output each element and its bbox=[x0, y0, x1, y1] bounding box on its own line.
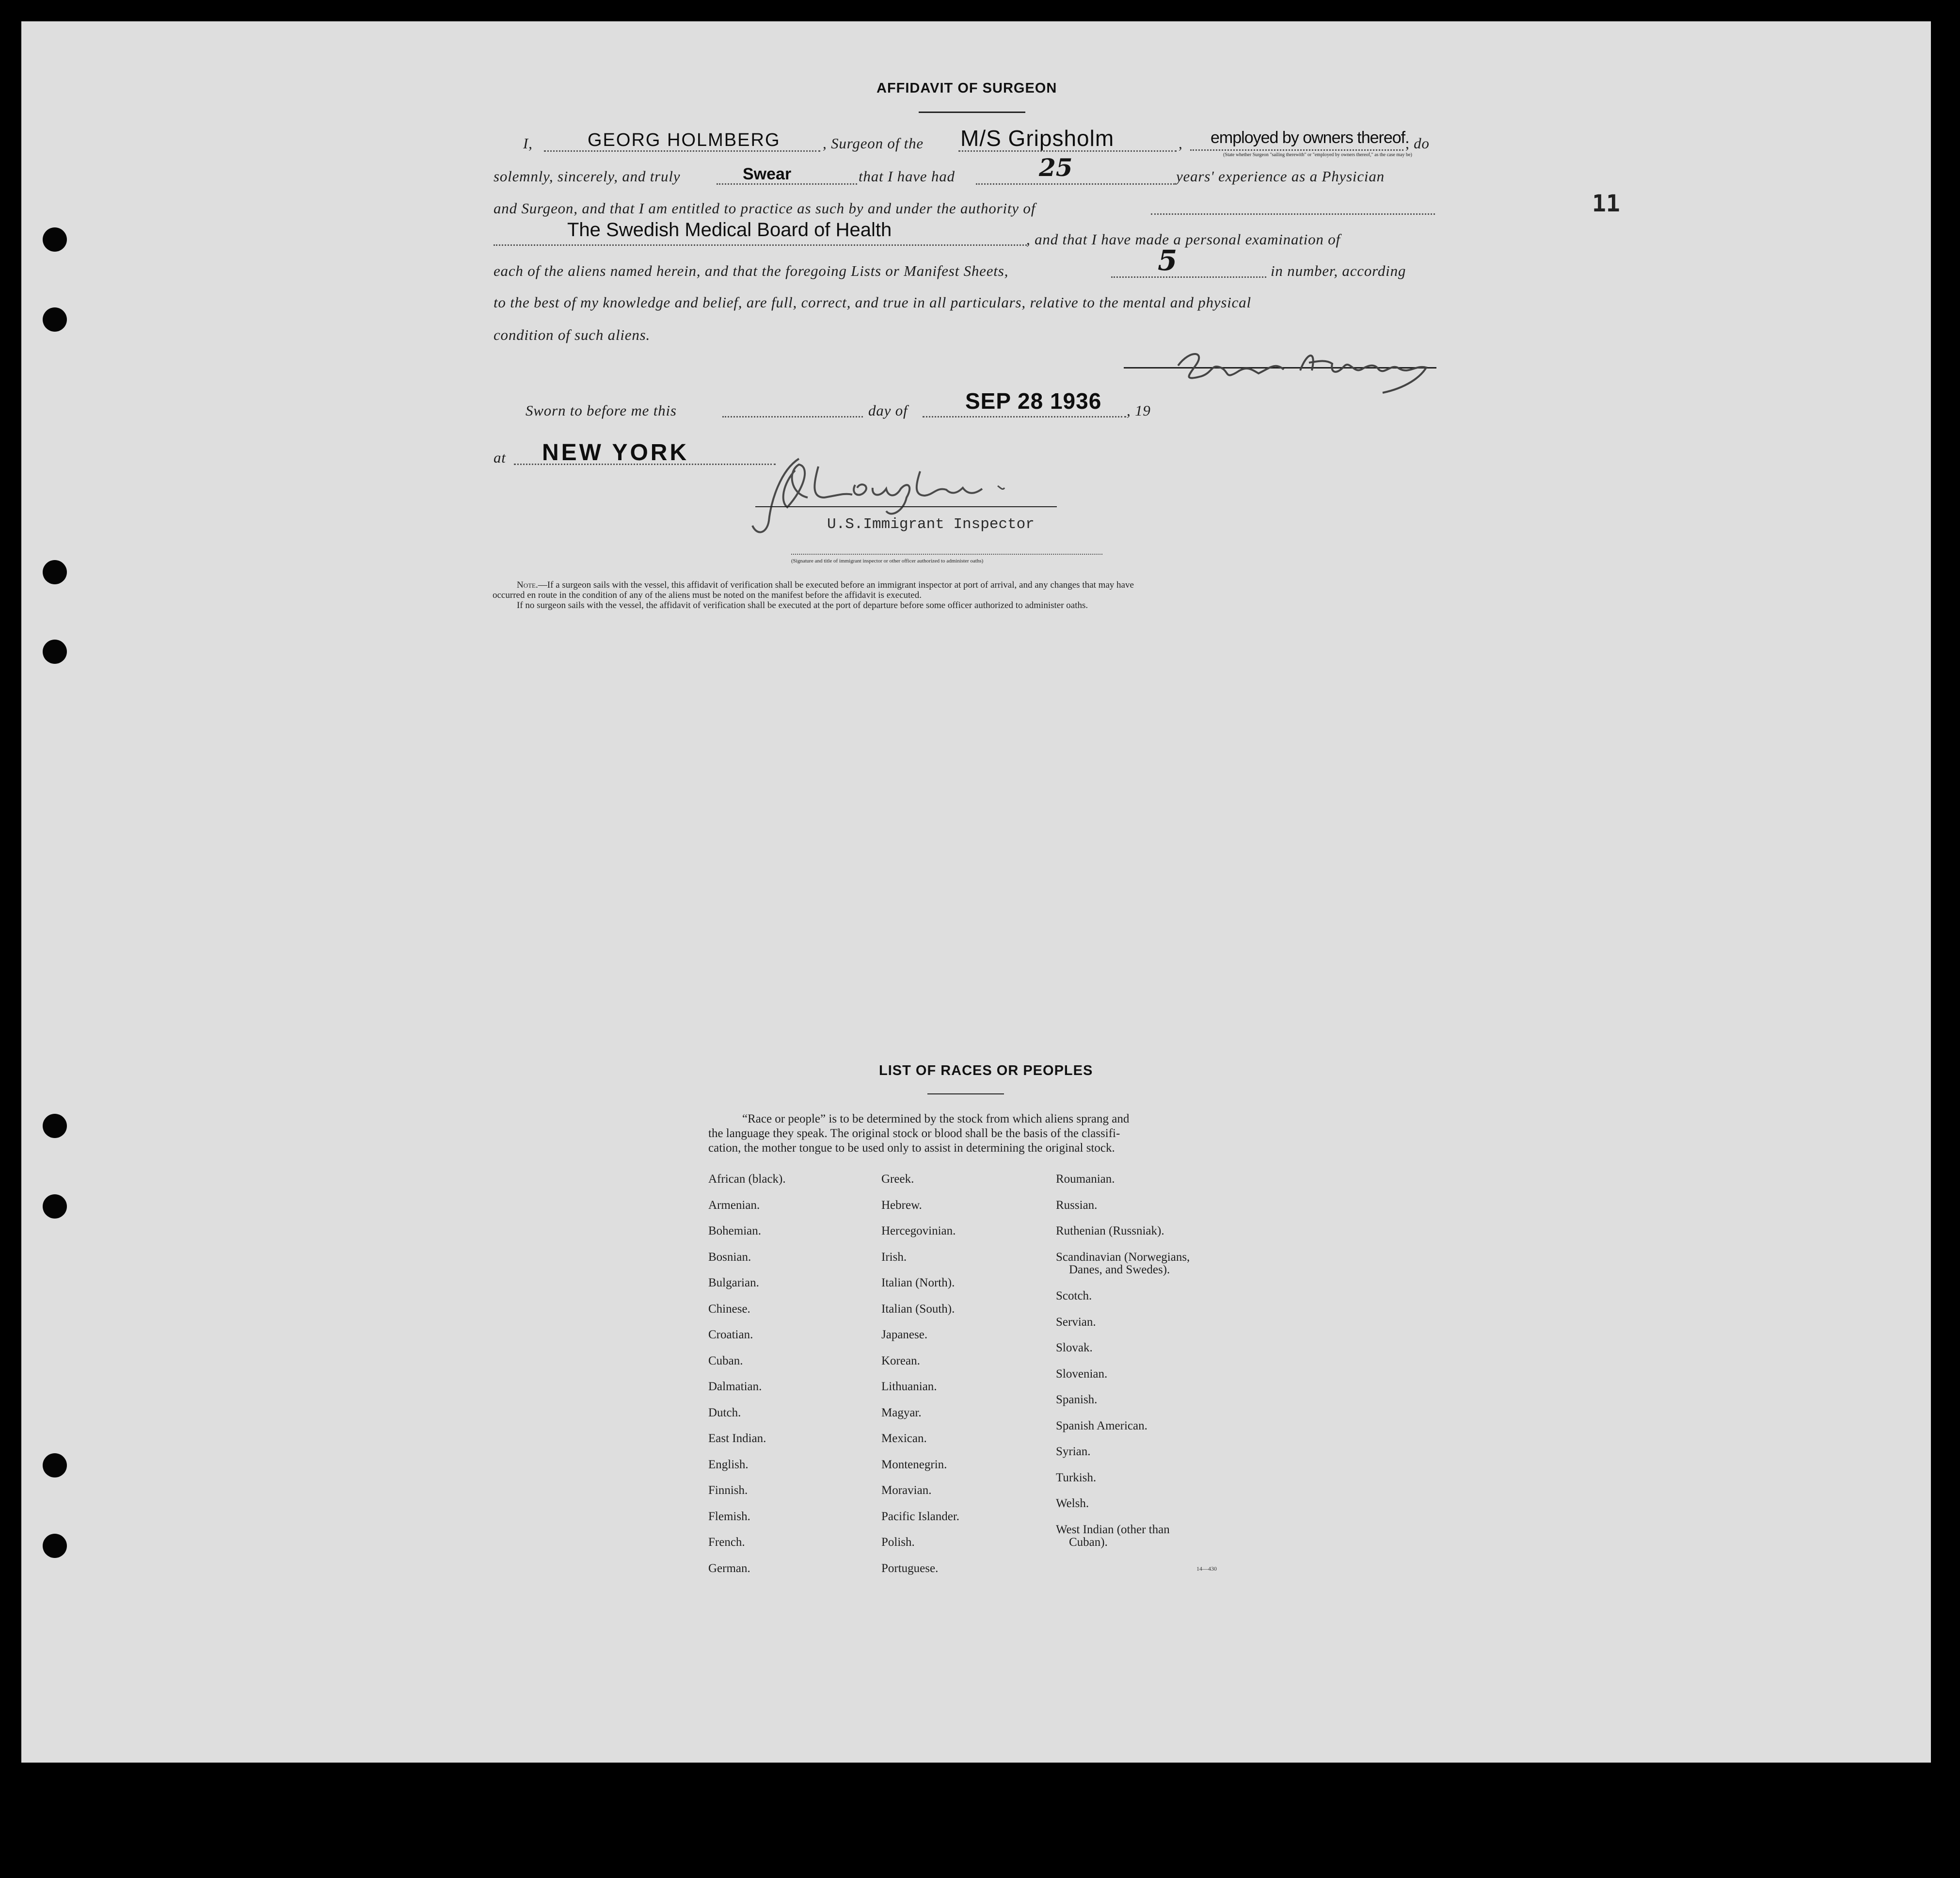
race-item: Magyar. bbox=[881, 1406, 922, 1419]
line2-prefix: solemnly, sincerely, and truly bbox=[494, 168, 681, 185]
race-item: Bohemian. bbox=[708, 1224, 762, 1237]
binder-hole bbox=[43, 1534, 67, 1558]
svg-text:Georg Holmberg: Georg Holmberg bbox=[1196, 353, 1412, 382]
line5-prefix: each of the aliens named herein, and that the foregoing Lists or Manifest Sheets, bbox=[494, 262, 1009, 279]
race-item: Russian. bbox=[1056, 1199, 1098, 1212]
race-item: Finnish. bbox=[708, 1484, 748, 1497]
binder-hole bbox=[43, 227, 67, 252]
race-item: Mexican. bbox=[881, 1432, 927, 1445]
authority-field-line-2 bbox=[494, 244, 1027, 246]
binder-hole bbox=[43, 1194, 67, 1219]
inspector-title: U.S.Immigrant Inspector bbox=[827, 516, 1035, 533]
race-item: Hercegovinian. bbox=[881, 1224, 956, 1237]
race-item: Bulgarian. bbox=[708, 1276, 759, 1289]
affidavit-note: Note.—If a surgeon sails with the vessel, this affidavit of verification shall be executed before an immigrant inspector at port of arrival, and any changes that may have occurred en route in the condition of any of the aliens must be noted on the manifest before the affidavit is executed. If no surgeon sails with the vessel, the affidavit of verification shall be executed at the port of departure before some officer authorized to administer oaths. bbox=[493, 580, 1134, 610]
line1-surgeon-of: , Surgeon of the bbox=[823, 135, 924, 152]
sworn-prefix: Sworn to before me this bbox=[526, 402, 677, 419]
line1-comma: , bbox=[1179, 135, 1183, 152]
race-item: East Indian. bbox=[708, 1432, 766, 1445]
binder-hole bbox=[43, 307, 67, 332]
binder-hole bbox=[43, 560, 67, 584]
race-item: Pacific Islander. bbox=[881, 1510, 960, 1523]
form-number: 14—430 bbox=[1196, 1565, 1217, 1572]
race-item: Syrian. bbox=[1056, 1445, 1091, 1458]
race-item: Montenegrin. bbox=[881, 1458, 947, 1471]
race-item: Welsh. bbox=[1056, 1497, 1089, 1510]
race-item: Italian (North). bbox=[881, 1276, 955, 1289]
sworn-day-field-line bbox=[722, 416, 863, 417]
race-item: Slovak. bbox=[1056, 1341, 1093, 1354]
race-item: West Indian (other than bbox=[1056, 1523, 1170, 1536]
line1-i: I, bbox=[523, 135, 533, 152]
years-experience: 25 bbox=[1039, 153, 1073, 182]
race-item: Cuban. bbox=[708, 1354, 743, 1367]
races-title: LIST OF RACES OR PEOPLES bbox=[879, 1063, 1093, 1078]
line6-text: to the best of my knowledge and belief, are full, correct, and true in all particulars, relative to the mental and physical bbox=[494, 294, 1251, 311]
race-item: German. bbox=[708, 1562, 750, 1575]
race-item: Armenian. bbox=[708, 1199, 760, 1212]
race-item: Flemish. bbox=[708, 1510, 750, 1523]
binder-hole bbox=[43, 640, 67, 664]
race-item: Japanese. bbox=[881, 1328, 928, 1341]
race-item: Italian (South). bbox=[881, 1302, 955, 1316]
sheets-field-line bbox=[1111, 276, 1266, 278]
sworn-year-suffix: , 19 bbox=[1127, 402, 1151, 419]
race-item: Roumanian. bbox=[1056, 1172, 1115, 1186]
race-item: Chinese. bbox=[708, 1302, 750, 1316]
race-item: Lithuanian. bbox=[881, 1380, 937, 1393]
line4-suffix: , and that I have made a personal examination of bbox=[1026, 231, 1340, 248]
line3-text: and Surgeon, and that I am entitled to practice as such by and under the authority of bbox=[494, 200, 1036, 217]
surgeon-name: GEORG HOLMBERG bbox=[588, 130, 781, 150]
race-item: Greek. bbox=[881, 1172, 914, 1186]
vessel-name: M/S Gripsholm bbox=[960, 126, 1115, 151]
licensing-authority: The Swedish Medical Board of Health bbox=[567, 219, 892, 241]
race-item: Dutch. bbox=[708, 1406, 741, 1419]
race-item: Scotch. bbox=[1056, 1289, 1092, 1302]
employment-status: employed by owners thereof. bbox=[1211, 128, 1409, 147]
race-item: Croatian. bbox=[708, 1328, 753, 1341]
race-item: Moravian. bbox=[881, 1484, 932, 1497]
employment-field-line bbox=[1190, 149, 1403, 151]
race-item: Hebrew. bbox=[881, 1199, 922, 1212]
years-field-line bbox=[976, 183, 1175, 185]
races-title-underline bbox=[927, 1093, 1004, 1094]
binder-hole bbox=[43, 1453, 67, 1477]
place-of-oath: NEW YORK bbox=[542, 440, 689, 465]
race-item: Danes, and Swedes). bbox=[1069, 1263, 1170, 1276]
race-item: Turkish. bbox=[1056, 1471, 1097, 1484]
officer-field-line bbox=[791, 554, 1102, 555]
race-item: Portuguese. bbox=[881, 1562, 939, 1575]
sworn-day-of: day of bbox=[868, 402, 908, 419]
line1-do: , do bbox=[1405, 135, 1430, 152]
inspector-signature-line bbox=[755, 506, 1057, 507]
signature-caption: (Signature and title of immigrant inspector or other officer authorized to administer oaths) bbox=[791, 558, 984, 564]
races-intro: “Race or people” is to be determined by the stock from which aliens sprang and the language they speak. The original stock or blood shall be the basis of the classifi- cation, the mother tongue to be used only to assist in determining the original stock. bbox=[708, 1112, 1130, 1155]
race-item: Dalmatian. bbox=[708, 1380, 762, 1393]
race-item: Spanish. bbox=[1056, 1393, 1098, 1406]
race-item: English. bbox=[708, 1458, 749, 1471]
binder-hole bbox=[43, 1114, 67, 1138]
race-item: Cuban). bbox=[1069, 1536, 1108, 1549]
line5-suffix: in number, according bbox=[1271, 262, 1406, 279]
surgeon-signature bbox=[1163, 335, 1445, 398]
svg-text:J.J. Loughlin: J.J. Loughlin bbox=[797, 474, 975, 508]
title-underline bbox=[919, 112, 1025, 113]
affidavit-title: AFFIDAVIT OF SURGEON bbox=[876, 80, 1057, 96]
race-item: Polish. bbox=[881, 1536, 915, 1549]
sworn-date-field-line bbox=[923, 416, 1126, 417]
oath-word: Swear bbox=[743, 165, 792, 183]
line2-had: that I have had bbox=[859, 168, 955, 185]
line2-suffix: years' experience as a Physician bbox=[1176, 168, 1385, 185]
page-number: 11 bbox=[1592, 190, 1620, 217]
employment-note: (State whether Surgeon "sailing therewith" or "employed by owners thereof," as the case may be) bbox=[1223, 152, 1412, 158]
at-label: at bbox=[494, 449, 506, 466]
race-item: African (black). bbox=[708, 1172, 786, 1186]
race-item: Slovenian. bbox=[1056, 1367, 1108, 1380]
race-item: Bosnian. bbox=[708, 1251, 751, 1264]
sworn-date: SEP 28 1936 bbox=[965, 388, 1102, 414]
manifest-page bbox=[21, 21, 1931, 1763]
race-item: Korean. bbox=[881, 1354, 920, 1367]
manifest-sheet-count: 5 bbox=[1158, 244, 1178, 277]
line7-text: condition of such aliens. bbox=[494, 326, 651, 343]
race-item: Ruthenian (Russniak). bbox=[1056, 1224, 1164, 1237]
race-item: Servian. bbox=[1056, 1316, 1096, 1329]
race-item: Irish. bbox=[881, 1251, 907, 1264]
authority-field-line-1 bbox=[1151, 213, 1435, 215]
race-item: Scandinavian (Norwegians, bbox=[1056, 1251, 1190, 1264]
race-item: French. bbox=[708, 1536, 745, 1549]
race-item: Spanish American. bbox=[1056, 1419, 1147, 1432]
